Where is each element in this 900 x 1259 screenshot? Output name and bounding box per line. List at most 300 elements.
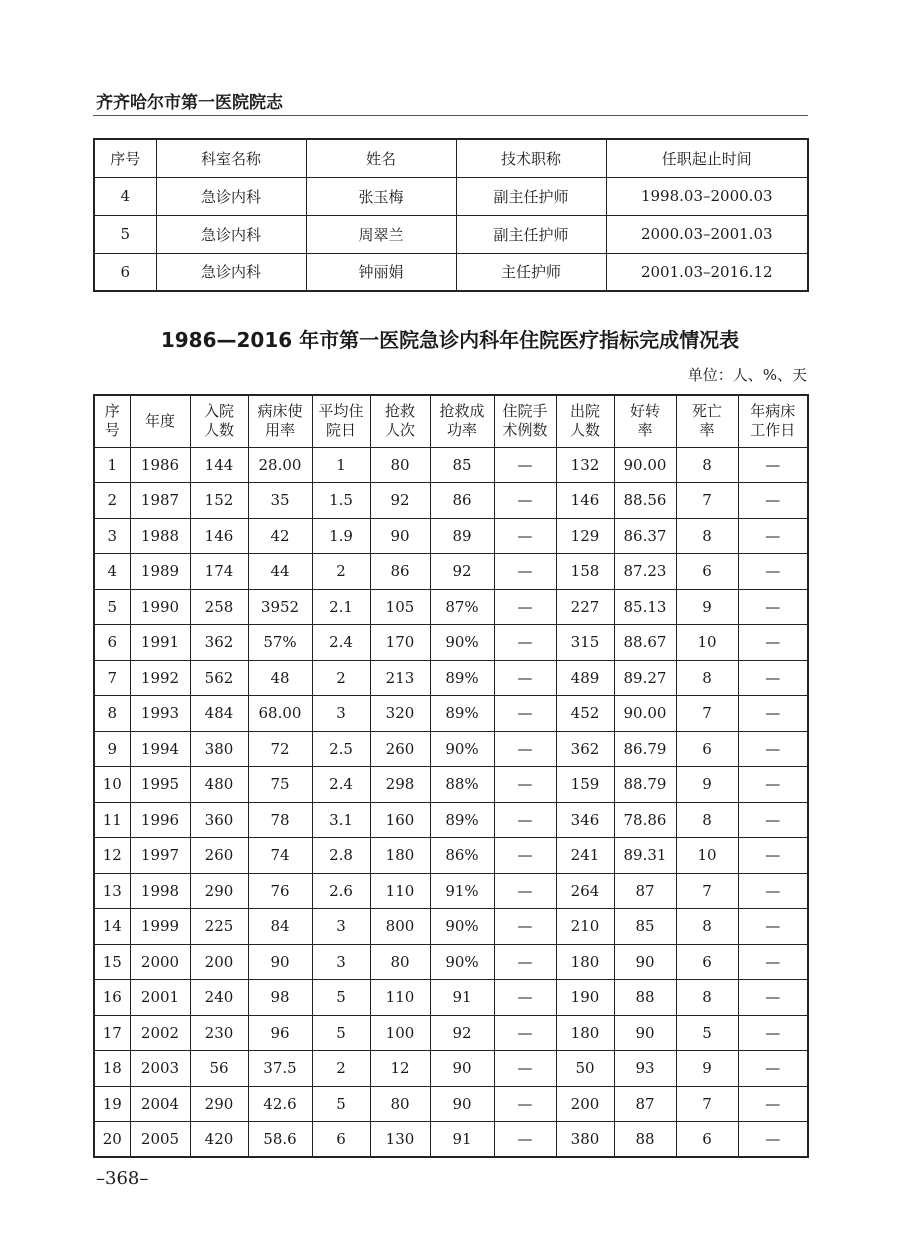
table-cell: — [494,731,556,767]
table-cell: 85 [430,447,494,483]
column-header: 抢救 人次 [370,395,430,447]
table-cell: 180 [370,838,430,874]
stats-table-header-row [94,395,808,447]
table-cell: — [494,980,556,1016]
table-cell: 90.00 [614,696,676,732]
table-cell: 35 [248,483,312,519]
table-cell: 480 [190,767,248,803]
table-cell: 89.31 [614,838,676,874]
table-cell: 489 [556,660,614,696]
column-header: 出院 人数 [556,395,614,447]
table-cell: 86 [430,483,494,519]
table-cell: — [494,589,556,625]
table-cell: 1988 [130,518,190,554]
table-cell: 89% [430,660,494,696]
table-cell: — [494,554,556,590]
table-cell: 86% [430,838,494,874]
column-header: 病床使 用率 [248,395,312,447]
column-header: 好转 率 [614,395,676,447]
table-cell: 159 [556,767,614,803]
table-cell: — [494,802,556,838]
table-cell: 88.67 [614,625,676,661]
table-cell: 1987 [130,483,190,519]
table-cell: 6 [676,554,738,590]
table-cell: 9 [676,767,738,803]
table-cell: 452 [556,696,614,732]
table-cell: 213 [370,660,430,696]
table-row [94,253,808,291]
table-cell: 2000.03–2001.03 [606,215,808,253]
table-cell: 8 [676,909,738,945]
table-cell: 152 [190,483,248,519]
table-cell: 76 [248,873,312,909]
table-row [94,767,808,803]
column-header: 平均住 院日 [312,395,370,447]
table-cell: 4 [94,554,130,590]
table-cell: 227 [556,589,614,625]
table-cell: 93 [614,1051,676,1087]
table-cell: 12 [370,1051,430,1087]
table-row [94,802,808,838]
header-divider [93,115,808,116]
table-cell: 225 [190,909,248,945]
table-cell: 146 [556,483,614,519]
table-cell: 7 [676,873,738,909]
table-cell: 12 [94,838,130,874]
table-cell: 1999 [130,909,190,945]
table-cell: 160 [370,802,430,838]
table-cell: 42 [248,518,312,554]
table-cell: 88% [430,767,494,803]
table-cell: 80 [370,447,430,483]
table-cell: — [738,589,808,625]
stats-table-body [94,447,808,1157]
table-cell: 2 [94,483,130,519]
table-cell: 1991 [130,625,190,661]
table-cell: — [738,1122,808,1158]
table-cell: 91% [430,873,494,909]
table-cell: 急诊内科 [156,177,306,215]
table-cell: — [738,483,808,519]
table-cell: 2 [312,554,370,590]
table-row [94,177,808,215]
table-cell: 2005 [130,1122,190,1158]
table-cell: 210 [556,909,614,945]
table-cell: 8 [676,802,738,838]
table-cell: — [738,518,808,554]
table-cell: 320 [370,696,430,732]
table-cell: 129 [556,518,614,554]
table-cell: 90 [370,518,430,554]
table-cell: 7 [676,1086,738,1122]
table-row [94,483,808,519]
table-cell: — [494,1015,556,1051]
table-cell: 85 [614,909,676,945]
table-cell: 1995 [130,767,190,803]
table-cell: 315 [556,625,614,661]
table-cell: 1986 [130,447,190,483]
table-cell: 174 [190,554,248,590]
table-cell: 90.00 [614,447,676,483]
column-header: 住院手 术例数 [494,395,556,447]
table-row [94,554,808,590]
table-cell: 90% [430,944,494,980]
table-cell: 88.79 [614,767,676,803]
table-row [94,215,808,253]
column-header: 入院 人数 [190,395,248,447]
table-cell: 86.37 [614,518,676,554]
table-cell: 6 [94,625,130,661]
table-cell: 89.27 [614,660,676,696]
column-header: 死亡 率 [676,395,738,447]
table-cell: 170 [370,625,430,661]
table-cell: 3 [312,696,370,732]
table-cell: 13 [94,873,130,909]
table-cell: 2.5 [312,731,370,767]
table-cell: 290 [190,873,248,909]
table-cell: 800 [370,909,430,945]
table-cell: 88 [614,1122,676,1158]
table-cell: 3.1 [312,802,370,838]
table-cell: — [738,731,808,767]
table-cell: 146 [190,518,248,554]
table-cell: 9 [676,1051,738,1087]
table-cell: 110 [370,980,430,1016]
table-cell: 260 [370,731,430,767]
table-cell: 1989 [130,554,190,590]
table-cell: 87 [614,1086,676,1122]
table-cell: 100 [370,1015,430,1051]
table-cell: 37.5 [248,1051,312,1087]
table-cell: 1 [312,447,370,483]
table-cell: 6 [312,1122,370,1158]
table-title: 1986—2016 年市第一医院急诊内科年住院医疗指标完成情况表 [160,328,740,352]
table-cell: 562 [190,660,248,696]
table-cell: 158 [556,554,614,590]
table-cell: — [494,1051,556,1087]
table-cell: 132 [556,447,614,483]
table-cell: 5 [676,1015,738,1051]
table-cell: 105 [370,589,430,625]
table-cell: — [738,660,808,696]
table-cell: 98 [248,980,312,1016]
table-cell: 72 [248,731,312,767]
table-cell: 8 [94,696,130,732]
table-row [94,838,808,874]
table-cell: 1997 [130,838,190,874]
table-row [94,518,808,554]
table-cell: 1998 [130,873,190,909]
table-cell: 290 [190,1086,248,1122]
table-cell: 58.6 [248,1122,312,1158]
table-cell: 80 [370,944,430,980]
column-header: 姓名 [306,139,456,177]
table-cell: 130 [370,1122,430,1158]
table-cell: — [738,767,808,803]
column-header: 序号 [94,139,156,177]
table-cell: 230 [190,1015,248,1051]
table-row [94,1122,808,1158]
table-cell: 17 [94,1015,130,1051]
table-cell: 200 [556,1086,614,1122]
table-cell: 90 [248,944,312,980]
table-cell: — [738,838,808,874]
table-cell: 2.4 [312,767,370,803]
table-cell: — [494,483,556,519]
table-cell: — [738,909,808,945]
table-cell: 3952 [248,589,312,625]
table-cell: 9 [94,731,130,767]
table-cell: 急诊内科 [156,253,306,291]
table-cell: 3 [312,944,370,980]
table-cell: 86.79 [614,731,676,767]
table-cell: 2 [312,660,370,696]
table-cell: 2003 [130,1051,190,1087]
table-cell: — [738,625,808,661]
table-cell: 200 [190,944,248,980]
table-row [94,696,808,732]
table-cell: 1.5 [312,483,370,519]
table-cell: 2000 [130,944,190,980]
table-cell: 19 [94,1086,130,1122]
table-cell: — [738,1051,808,1087]
table-cell: 1992 [130,660,190,696]
table-cell: 78.86 [614,802,676,838]
table-cell: 84 [248,909,312,945]
table-row [94,589,808,625]
table-cell: 1990 [130,589,190,625]
table-cell: — [738,1015,808,1051]
table-cell: 90 [430,1051,494,1087]
table-cell: 副主任护师 [456,215,606,253]
table-cell: 258 [190,589,248,625]
table-cell: 5 [312,1086,370,1122]
table-cell: 380 [190,731,248,767]
table-cell: 48 [248,660,312,696]
table-cell: — [494,1122,556,1158]
table-cell: 2001 [130,980,190,1016]
table-cell: 8 [676,447,738,483]
table-row [94,1015,808,1051]
table-row [94,944,808,980]
table-cell: 7 [94,660,130,696]
table-cell: — [494,909,556,945]
table-row [94,1051,808,1087]
table-cell: 副主任护师 [456,177,606,215]
table-cell: 87 [614,873,676,909]
table-cell: 9 [676,589,738,625]
table-cell: 20 [94,1122,130,1158]
table-cell: 50 [556,1051,614,1087]
column-header: 技术职称 [456,139,606,177]
table-cell: 2004 [130,1086,190,1122]
table-cell: 56 [190,1051,248,1087]
table-cell: 1.9 [312,518,370,554]
table-cell: 362 [556,731,614,767]
table-cell: 68.00 [248,696,312,732]
stats-table [93,394,809,1158]
table-cell: 89% [430,696,494,732]
table-cell: — [738,873,808,909]
staff-table-body [94,177,808,291]
table-cell: 6 [676,944,738,980]
table-cell: 11 [94,802,130,838]
column-header: 年度 [130,395,190,447]
table-cell: 2.6 [312,873,370,909]
table-cell: 5 [94,589,130,625]
table-cell: 2001.03–2016.12 [606,253,808,291]
column-header: 抢救成 功率 [430,395,494,447]
page-number: –368– [96,1168,149,1189]
table-cell: 16 [94,980,130,1016]
table-cell: 4 [94,177,156,215]
page-header-title: 齐齐哈尔市第一医院院志 [96,93,283,113]
staff-table [93,138,809,292]
table-cell: 85.13 [614,589,676,625]
column-header: 年病床 工作日 [738,395,808,447]
table-cell: 1998.03–2000.03 [606,177,808,215]
table-cell: 8 [676,660,738,696]
table-cell: 1 [94,447,130,483]
table-cell: 10 [676,625,738,661]
table-cell: 1996 [130,802,190,838]
table-cell: 44 [248,554,312,590]
table-cell: 8 [676,518,738,554]
unit-note: 单位：人、%、天 [687,366,807,384]
table-cell: — [494,625,556,661]
column-header: 科室名称 [156,139,306,177]
table-cell: 张玉梅 [306,177,456,215]
table-cell: 180 [556,1015,614,1051]
table-cell: 89% [430,802,494,838]
table-cell: 2.4 [312,625,370,661]
table-cell: 180 [556,944,614,980]
table-cell: 78 [248,802,312,838]
table-cell: 241 [556,838,614,874]
table-cell: 92 [430,1015,494,1051]
table-cell: 2.1 [312,589,370,625]
table-cell: — [738,980,808,1016]
table-cell: 88.56 [614,483,676,519]
table-row [94,873,808,909]
table-cell: 360 [190,802,248,838]
table-cell: 92 [430,554,494,590]
table-cell: 87% [430,589,494,625]
table-cell: 96 [248,1015,312,1051]
table-cell: — [738,447,808,483]
table-cell: — [494,660,556,696]
table-cell: 80 [370,1086,430,1122]
table-cell: 90 [614,1015,676,1051]
table-row [94,1086,808,1122]
table-cell: — [494,873,556,909]
table-cell: 6 [94,253,156,291]
table-cell: 90 [614,944,676,980]
table-row [94,625,808,661]
table-row [94,980,808,1016]
table-cell: — [738,944,808,980]
table-cell: 298 [370,767,430,803]
table-cell: 362 [190,625,248,661]
table-cell: 89 [430,518,494,554]
table-cell: 5 [312,980,370,1016]
table-cell: 1993 [130,696,190,732]
table-cell: 380 [556,1122,614,1158]
table-cell: 90% [430,909,494,945]
table-cell: 57% [248,625,312,661]
table-cell: — [494,767,556,803]
table-cell: 18 [94,1051,130,1087]
table-cell: 急诊内科 [156,215,306,253]
table-cell: 91 [430,980,494,1016]
table-cell: 484 [190,696,248,732]
table-cell: 90% [430,731,494,767]
table-cell: 14 [94,909,130,945]
table-cell: 1994 [130,731,190,767]
table-cell: — [494,838,556,874]
table-cell: 90 [430,1086,494,1122]
table-cell: 8 [676,980,738,1016]
table-cell: 2002 [130,1015,190,1051]
table-cell: 2 [312,1051,370,1087]
table-cell: 87.23 [614,554,676,590]
table-row [94,909,808,945]
table-cell: 15 [94,944,130,980]
table-cell: 346 [556,802,614,838]
table-cell: 260 [190,838,248,874]
table-cell: — [738,1086,808,1122]
table-cell: 钟丽娟 [306,253,456,291]
table-row [94,731,808,767]
column-header: 序 号 [94,395,130,447]
table-cell: — [494,944,556,980]
table-cell: 10 [94,767,130,803]
table-cell: 5 [94,215,156,253]
table-cell: 144 [190,447,248,483]
table-cell: 主任护师 [456,253,606,291]
table-cell: 88 [614,980,676,1016]
table-cell: 7 [676,696,738,732]
table-cell: 240 [190,980,248,1016]
table-cell: 75 [248,767,312,803]
staff-table-header-row [94,139,808,177]
table-cell: 190 [556,980,614,1016]
column-header: 任职起止时间 [606,139,808,177]
table-cell: 5 [312,1015,370,1051]
table-cell: — [494,518,556,554]
table-cell: 2.8 [312,838,370,874]
table-cell: — [738,554,808,590]
table-cell: 42.6 [248,1086,312,1122]
table-cell: 91 [430,1122,494,1158]
table-cell: 74 [248,838,312,874]
table-row [94,447,808,483]
table-row [94,660,808,696]
table-cell: 周翠兰 [306,215,456,253]
table-cell: 86 [370,554,430,590]
table-cell: 110 [370,873,430,909]
table-cell: 90% [430,625,494,661]
table-cell: 3 [312,909,370,945]
table-cell: 92 [370,483,430,519]
table-cell: — [494,447,556,483]
table-cell: 7 [676,483,738,519]
table-cell: 420 [190,1122,248,1158]
table-cell: 6 [676,1122,738,1158]
table-cell: 28.00 [248,447,312,483]
table-cell: — [738,696,808,732]
table-cell: 264 [556,873,614,909]
